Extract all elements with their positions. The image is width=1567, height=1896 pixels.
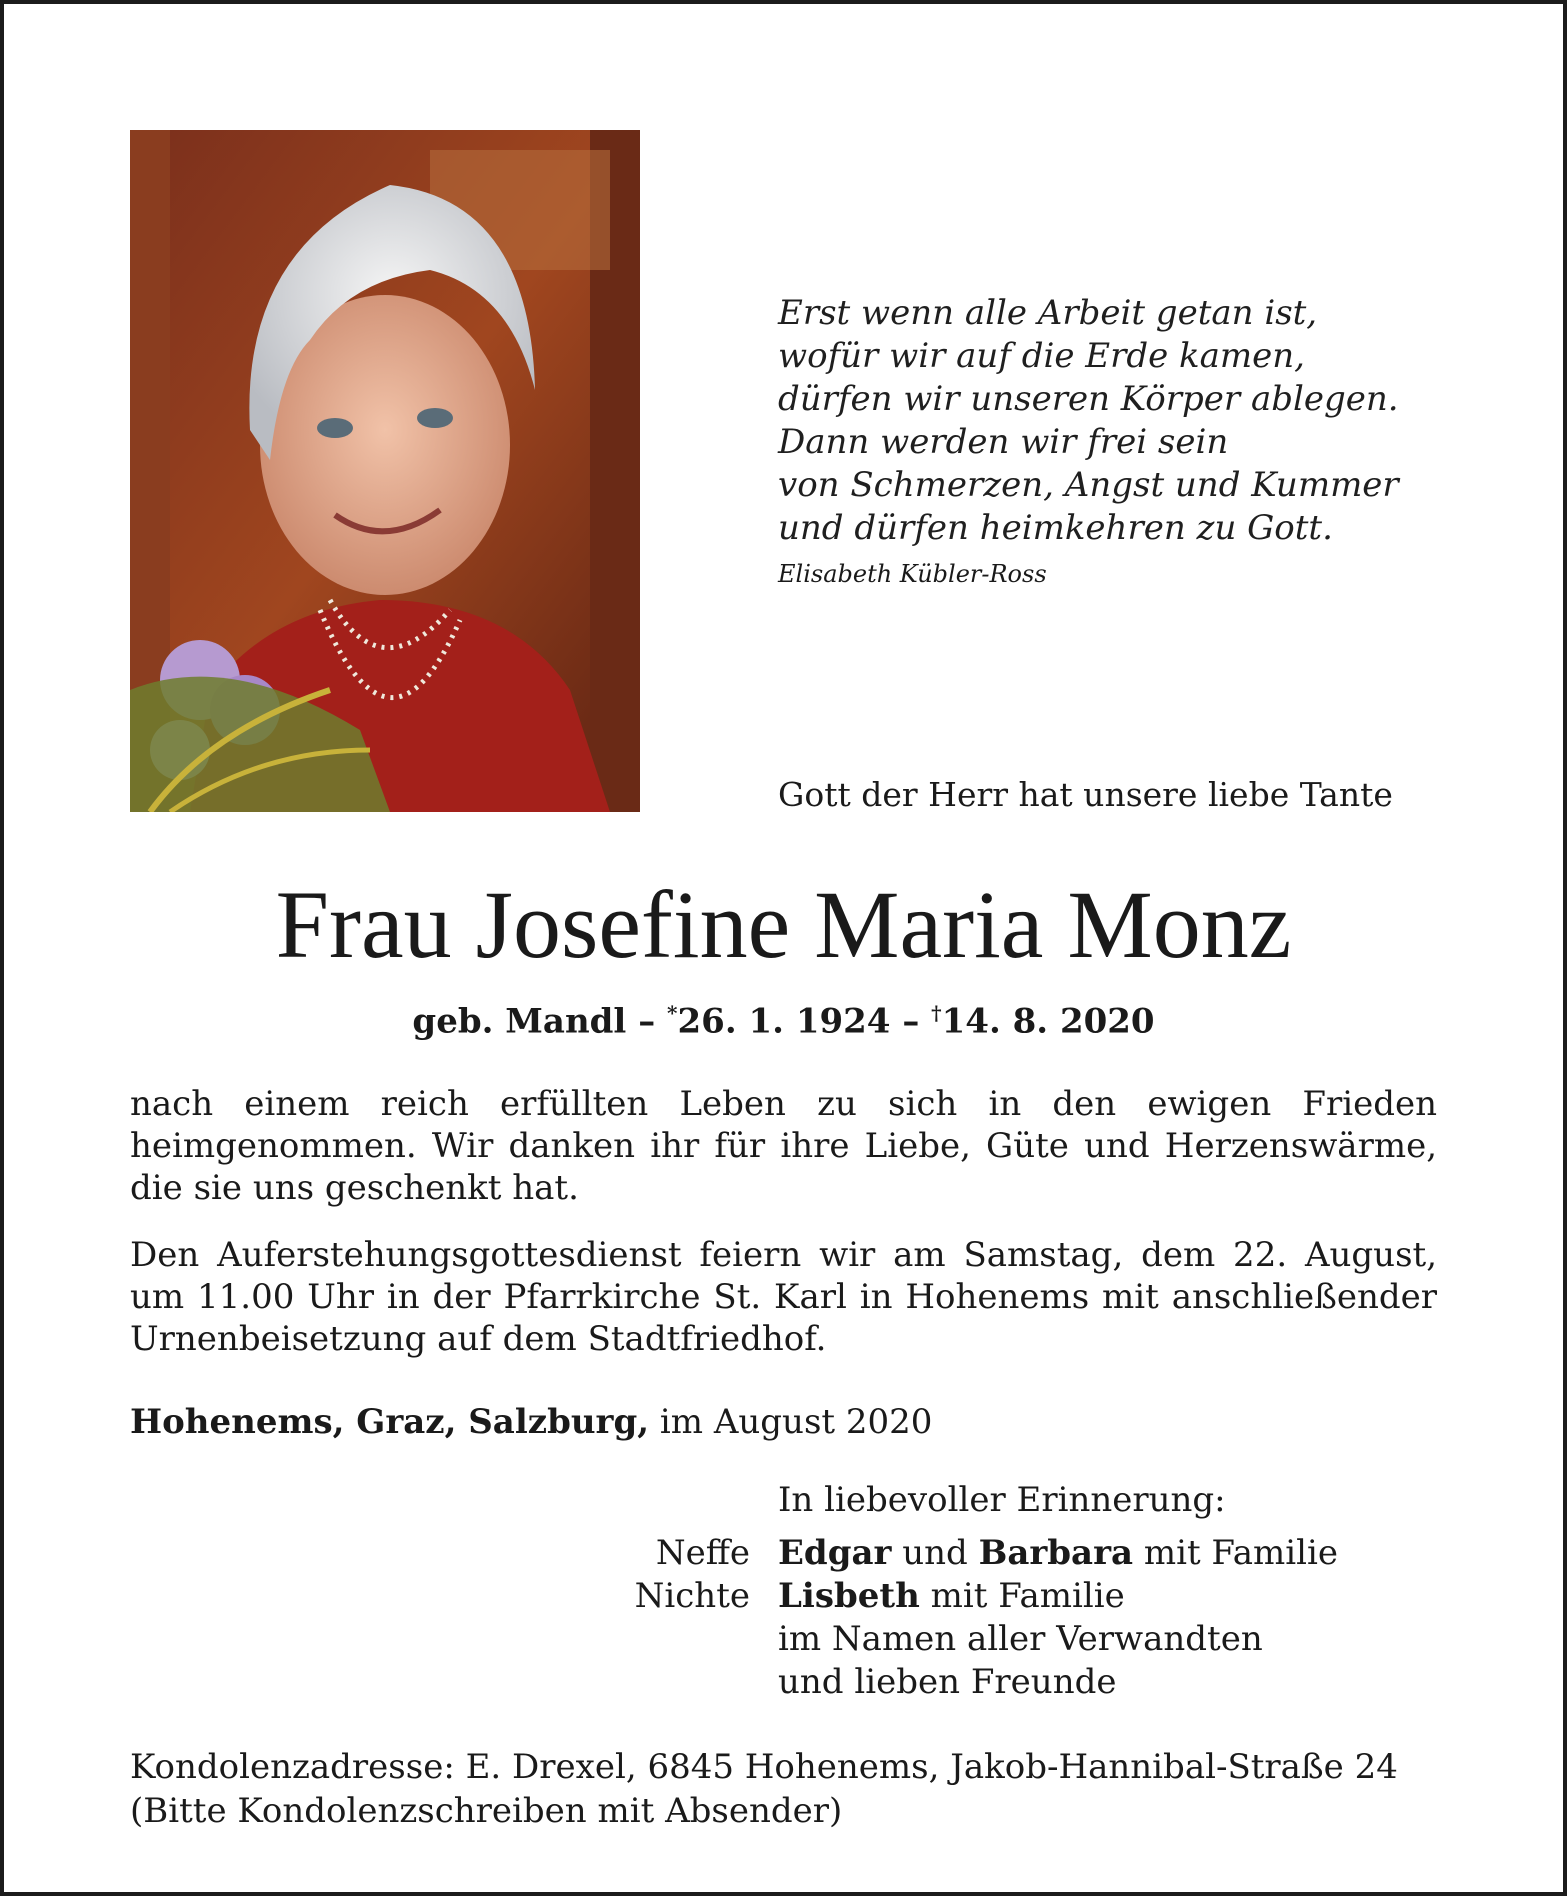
cities: Hohenems, Graz, Salzburg, — [130, 1402, 650, 1442]
suffix: mit Familie — [930, 1576, 1125, 1616]
mourner-name: Edgar — [778, 1533, 892, 1573]
quote-author: Elisabeth Kübler-Ross — [778, 560, 1047, 588]
relation-label: Neffe — [655, 1533, 750, 1573]
address-line: Kondolenzadresse: E. Drexel, 6845 Hohenems, Jakob-Hannibal-Straße 24 — [130, 1747, 1398, 1787]
suffix: mit Familie — [1143, 1533, 1338, 1573]
portrait-photo — [130, 130, 640, 812]
birth-symbol: * — [667, 1001, 678, 1025]
mourner-name: Lisbeth — [778, 1576, 920, 1616]
service-paragraph: Den Auferstehungsgottesdienst feiern wir am Samstag, dem 22. August, um 11.00 Uhr in der Pfarrkirche St. Karl in Hohenems mit anschließender Urnenbeisetzung auf dem Stadtfriedhof. — [130, 1235, 1437, 1359]
quote-line: Erst wenn alle Arbeit getan ist, — [778, 293, 1318, 333]
memorial-quote — [778, 292, 1418, 550]
deceased-name: Frau Josefine Maria Monz — [275, 871, 1292, 978]
quote-line: wofür wir auf die Erde kamen, — [778, 336, 1305, 376]
quote-line: von Schmerzen, Angst und Kummer — [778, 465, 1399, 505]
announcement-paragraph: nach einem reich erfüllten Leben zu sich in den ewigen Frieden heimgenommen. Wir danken ihr für ihre Liebe, Güte und Herzenswärme, die sie uns geschenkt hat. — [130, 1084, 1437, 1208]
separator: – — [902, 1001, 920, 1042]
separator: – — [638, 1001, 656, 1042]
death-date: 14. 8. 2020 — [941, 1001, 1155, 1042]
remembrance-line: und lieben Freunde — [778, 1662, 1117, 1702]
quote-line: und dürfen heimkehren zu Gott. — [778, 508, 1333, 548]
quote-line: dürfen wir unseren Körper ablegen. — [778, 379, 1399, 419]
joiner: und — [902, 1533, 968, 1573]
condolence-address — [130, 1745, 1398, 1833]
death-symbol: † — [931, 1001, 942, 1025]
address-note: (Bitte Kondolenzschreiben mit Absender) — [130, 1791, 843, 1831]
life-dates — [0, 1001, 1567, 1041]
place-and-date — [130, 1402, 932, 1442]
date-text: im August 2020 — [659, 1402, 933, 1442]
remembrance-heading: In liebevoller Erinnerung: — [778, 1480, 1226, 1520]
intro-line: Gott der Herr hat unsere liebe Tante — [778, 775, 1393, 814]
mourner-name: Barbara — [978, 1533, 1134, 1573]
relation-label: Nichte — [634, 1576, 750, 1616]
birth-date: 26. 1. 1924 — [677, 1001, 891, 1042]
maiden-name: geb. Mandl — [412, 1001, 627, 1042]
remembrance-line: im Namen aller Verwandten — [778, 1619, 1263, 1659]
quote-line: Dann werden wir frei sein — [778, 422, 1229, 462]
relation-names — [778, 1576, 1125, 1616]
relation-names — [778, 1533, 1338, 1573]
